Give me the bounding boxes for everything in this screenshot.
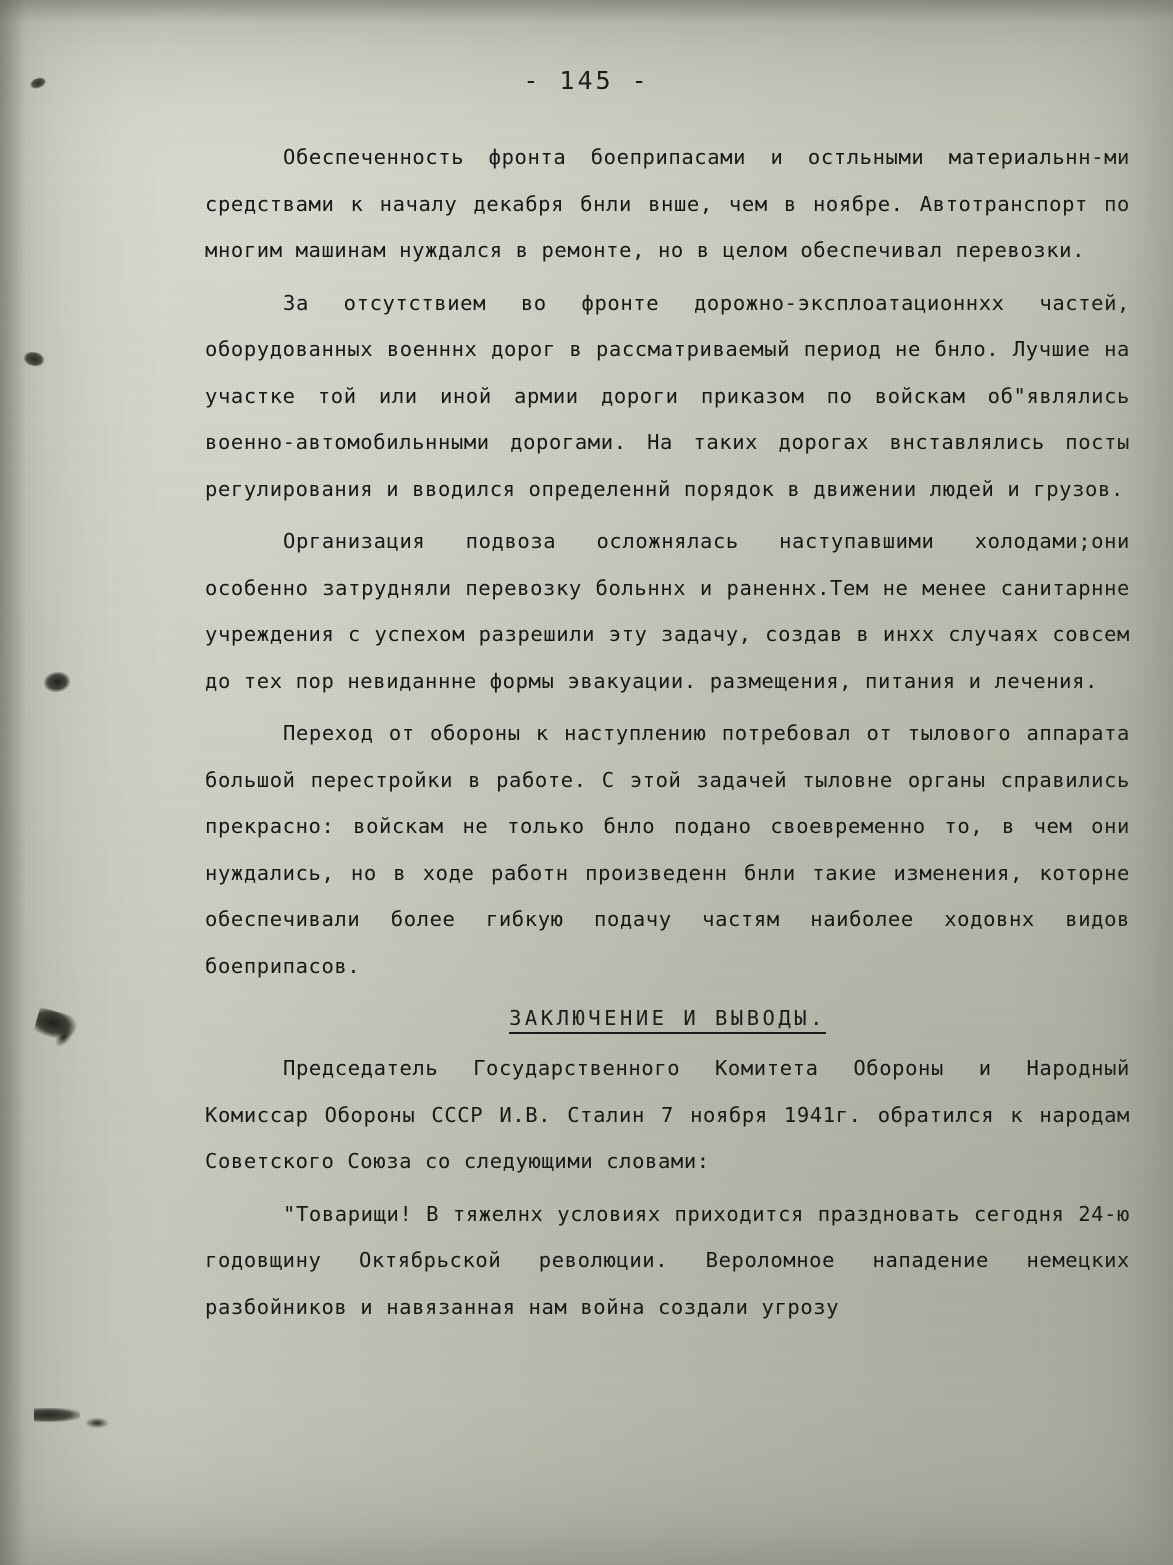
ink-smudge-icon [52,1025,75,1050]
ink-smudge-icon [43,670,72,693]
page-number: - 145 - [523,66,650,95]
paragraph [205,134,1130,274]
paragraph-text: "Товарищи! В тяжелнх условиях приходится праздновать сегодня 24-ю годовщину Октябрьской революции. Вероломное нападение немецких разбойников и навязанная нам война создали угрозу [205,1201,1130,1319]
paragraph [205,1191,1130,1331]
paragraph-text: Переход от обороны к наступлению потребовал от тылового аппарата большой перестройки в работе. С этой задачей тыловне органы справились прекрасно: войскам не только бнло подано своевременно то, в чем они нуждались, но в ходе работн произведенн бнли такие изменения, которне обеспечивали более гибкую подачу частям наиболее ходовнх видов боеприпасов. [205,721,1130,978]
ink-smudge-icon [23,350,45,368]
document-body [205,134,1130,1336]
paragraph [205,1045,1130,1185]
ink-smudge-icon [33,1007,79,1043]
paragraph-text: Обеспеченность фронта боеприпасами и остльными материальнн-ми средствами к началу декабря бнли внше, чем в ноябре. Автотранспорт по многим машинам нуждался в ремонте, но в целом обеспечивал перевозки. [205,145,1130,262]
paragraph [205,710,1130,989]
paragraph-text: Организация подвоза осложнялась наступавшими холодами;они особенно затрудняли перевозку больннх и раненнх.Тем не менее санитарнне учреждения с успехом разрешили эту задачу, создав в инхх случаях совсем до тех пор невиданнне формы эвакуации. размещения, питания и лечения. [205,529,1130,693]
paragraph-text: За отсутствием во фронте дорожно-эксплоатационнхх частей, оборудованных военннх дорог в рассматриваемый период не бнло. Лучшие на участке той или иной армии дороги приказом по войскам об"являлись военно-автомобильнными дорогами. На таких дорогах внставлялись посты регулирования и вводился определеннй порядок в движении людей и грузов. [205,290,1130,501]
section-heading [205,995,1130,1041]
paragraph [205,518,1130,704]
section-heading-text: ЗАКЛЮЧЕНИЕ И ВЫВОДЫ. [509,1006,826,1034]
page-left-shadow [0,0,26,1565]
page-top-shadow [0,0,1173,22]
ink-smudge-icon [34,1408,80,1422]
paragraph-text: Председатель Государственного Комитета Обороны и Народный Комиссар Обороны СССР И.В. Сталин 7 ноября 1941г. обратился к народам Советского Союза со следующими словами: [205,1056,1130,1173]
paragraph [205,280,1130,513]
ink-smudge-icon [86,1418,108,1428]
